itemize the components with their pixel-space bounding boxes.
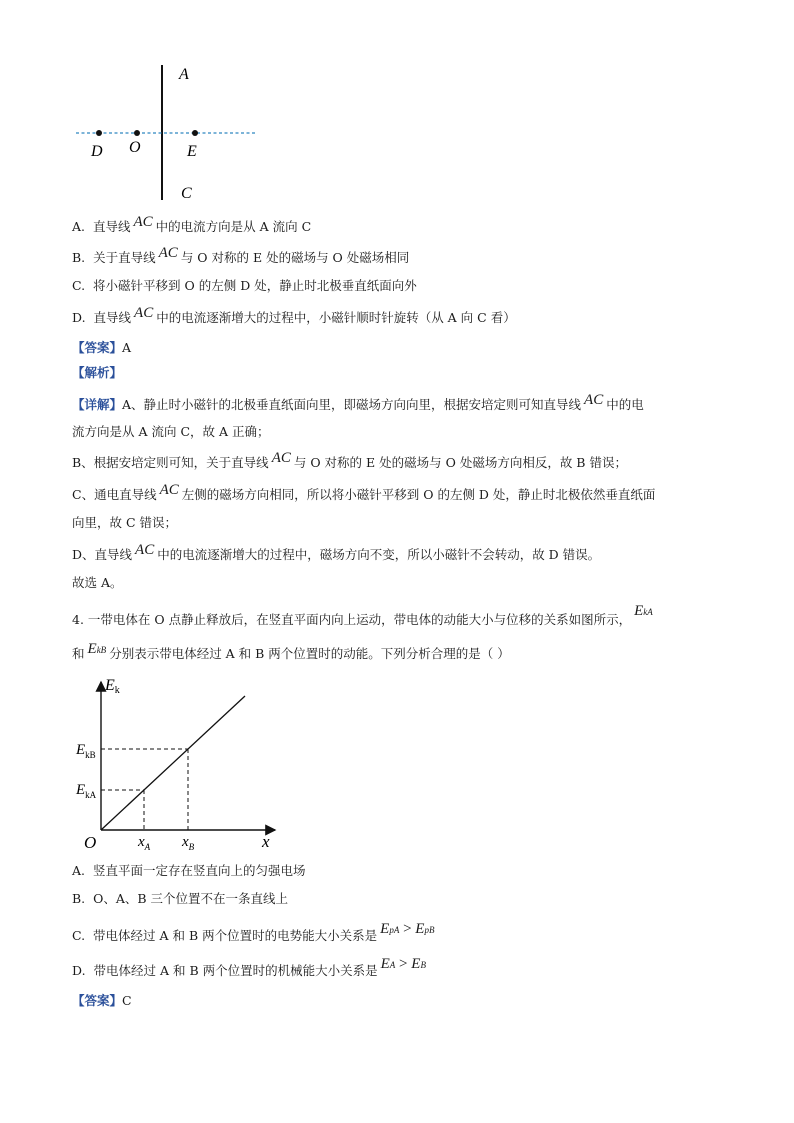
xa-label: $x_A$ (138, 834, 151, 852)
point-d (96, 130, 102, 136)
q3-detail-c: C、通电直导线 AC 左侧的磁场方向相同，所以将小磁针平移到 O 的左侧 D 处，静止时北极依然垂直纸面 (72, 482, 656, 502)
eka-label: $E_{kA}$ (76, 782, 97, 800)
answer-value: A (122, 340, 132, 355)
q3-option-a: A. 直导线 AC 中的电流方向是从 A 流向 C (72, 214, 312, 234)
y-axis-label: Ek (105, 677, 120, 696)
point-o (134, 130, 140, 136)
q4-option-a: A. 竖直平面一定存在竖直向上的匀强电场 (72, 863, 306, 878)
wire-field-diagram (60, 55, 280, 205)
ek-x-graph (70, 672, 290, 857)
q3-option-d: D. 直导线 AC 中的电流逐渐增大的过程中，小磁针顺时针旋转（从 A 向 C 看） (72, 305, 516, 325)
q4-stem-line1: 4. 一带电体在 O 点静止释放后，在竖直平面内向上运动，带电体的动能大小与位移的关系如图所示，EkA (72, 603, 653, 627)
q3-detail-b: B、根据安培定则可知，关于直导线 AC 与 O 对称的 E 处的磁场与 O 处磁场方向相反，故 B 错误； (72, 450, 627, 470)
q4-option-c: C. 带电体经过 A 和 B 两个位置时的电势能大小关系是 EpA > EpB (72, 921, 435, 943)
q3-detail-d: D、直导线 AC 中的电流逐渐增大的过程中，磁场方向不变，所以小磁针不会转动，故 D 错误。 (72, 542, 601, 562)
q3-detail-line1: 【详解】A、静止时小磁针的北极垂直纸面向里，即磁场方向向里，根据安培定则可知直导线 AC 中的电 (72, 392, 644, 412)
q3-analysis-tag: 【解析】 (72, 365, 123, 380)
ek-line (101, 696, 245, 830)
q4-answer (72, 992, 132, 1010)
xb-label: $x_B$ (182, 834, 195, 852)
label-a: A (179, 66, 189, 83)
label-d: D (91, 143, 103, 160)
q3-option-c: C. 将小磁针平移到 O 的左侧 D 处，静止时北极垂直纸面向外 (72, 278, 417, 293)
q3-option-b: B. 关于直导线 AC 与 O 对称的 E 处的磁场与 O 处磁场相同 (72, 245, 410, 265)
q3-answer (72, 339, 131, 357)
q3-detail-c2: 向里，故 C 错误； (72, 515, 178, 530)
label-o: O (129, 139, 141, 156)
x-axis-label: x (262, 832, 270, 851)
answer-value: C (122, 993, 132, 1008)
label-c: C (181, 185, 192, 202)
answer-tag: 【答案】 (72, 993, 123, 1008)
point-e (192, 130, 198, 136)
ekb-label: $E_{kB}$ (76, 742, 96, 760)
q4-option-d: D. 带电体经过 A 和 B 两个位置时的机械能大小关系是 EA > EB (72, 956, 426, 978)
q3-detail-line2: 流方向是从 A 流向 C，故 A 正确； (72, 424, 270, 439)
q3-conclusion: 故选 A。 (72, 575, 123, 590)
label-e: E (187, 143, 197, 160)
origin-label: O (84, 833, 97, 852)
answer-tag: 【答案】 (72, 340, 123, 355)
q4-stem-line2: 和 EkB 分别表示带电体经过 A 和 B 两个位置时的动能。下列分析合理的是（ ） (72, 641, 510, 661)
q4-option-b: B. O、A、B 三个位置不在一条直线上 (72, 891, 289, 906)
